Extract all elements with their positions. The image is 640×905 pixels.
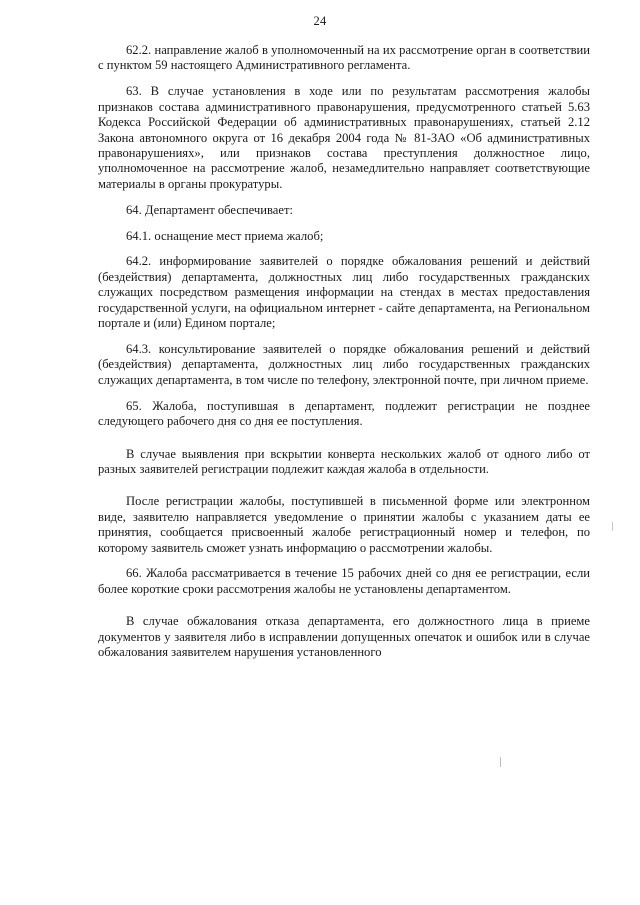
- paragraph-62-2: 62.2. направление жалоб в уполномоченный на их рассмотрение орган в соответствии с пунктом 59 настоящего Административного регламента.: [98, 43, 590, 73]
- paragraph-63: 63. В случае установления в ходе или по результатам рассмотрения жалобы признаков состава административного правонарушения, предусмотренного статьей 5.63 Кодекса Российской Федерации об административных правонарушениях, статьей 2.12 Закона автономного округа от 16 декабря 2004 года № 81-ЗАО «Об административных правонарушениях», или признаков состава преступления должностное лицо, уполномоченное на рассмотрение жалоб, незамедлительно направляет соответствующие материалы в органы прокуратуры.: [98, 84, 590, 191]
- paragraph-64-1: 64.1. оснащение мест приема жалоб;: [126, 228, 324, 243]
- scan-artifact-mark: [500, 757, 501, 767]
- document-body: [98, 43, 590, 671]
- paragraph-65-notification: После регистрации жалобы, поступившей в письменной форме или электронном виде, заявителю направляется уведомление о принятии жалобы с указанием даты ее принятия, сообщается присвоенный жалобе регистрационный номер и телефон, по которому заявитель сможет узнать информацию о рассмотрении жалобы.: [98, 494, 590, 555]
- paragraph-66-refusal: В случае обжалования отказа департамента, его должностного лица в приеме документов у заявителя либо в исправлении допущенных опечаток и ошибок или в случае обжалования заявителем нарушения установленного: [98, 614, 590, 660]
- paragraph-64-3: 64.3. консультирование заявителей о порядке обжалования решений и действий (бездействия) департамента, должностных лиц либо государственных гражданских служащих департамента, в том числе по телефону, электронной почте, при личном приеме.: [98, 342, 590, 387]
- paragraph-64: 64. Департамент обеспечивает:: [126, 202, 293, 217]
- paragraph-65: 65. Жалоба, поступившая в департамент, подлежит регистрации не позднее следующего рабочего дня со дня ее поступления.: [98, 398, 590, 429]
- paragraph-66: 66. Жалоба рассматривается в течение 15 рабочих дней со дня ее регистрации, если более короткие сроки рассмотрения жалобы не установлены департаментом.: [98, 566, 590, 596]
- paragraph-65-envelope: В случае выявления при вскрытии конверта нескольких жалоб от одного либо от разных заявителей регистрации подлежит каждая жалоба в отдельности.: [98, 446, 590, 476]
- paragraph-64-2: 64.2. информирование заявителей о порядке обжалования решений и действий (бездействия) департамента, должностных лиц либо государственных гражданских служащих посредством размещения информации на стендах в местах предоставления государственной услуги, на официальном интернет - сайте департамента, на Региональном портале и (или) Едином портале;: [98, 254, 590, 331]
- page-number: 24: [313, 14, 327, 28]
- scan-artifact-mark: [612, 522, 613, 531]
